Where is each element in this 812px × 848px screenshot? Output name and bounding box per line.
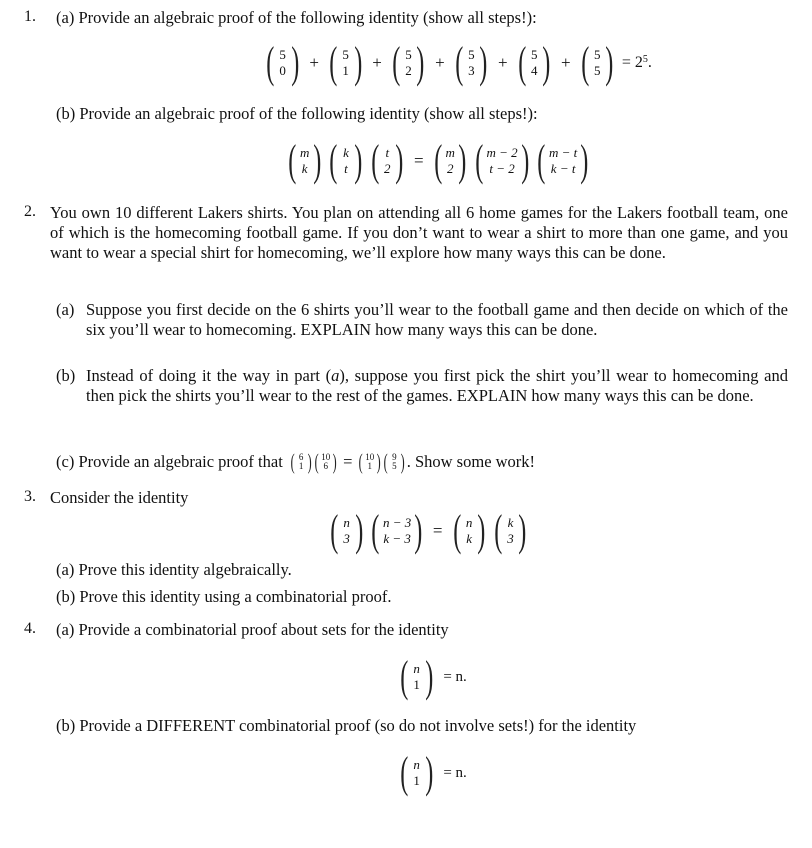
- binom-10-1: ( 10 1 ): [359, 449, 381, 474]
- binom-5-5: ( 5 5 ): [580, 38, 614, 87]
- binom-5-4: ( 5 4 ): [517, 38, 551, 87]
- problem-4a-equation: ( n 1 ) = n.: [396, 650, 467, 704]
- problem-1b-equation: ( m k ) ( k t ) ( t 2 ) = ( m 2 ) ( m − 2 t − 2 ) ( m − t k − t ): [284, 134, 593, 188]
- binom-5-2: ( 5 2 ): [392, 38, 425, 87]
- binom-5-0: ( 5 0 ): [266, 38, 300, 87]
- binom-5-3: ( 5 3 ): [455, 38, 488, 87]
- problem-2b-label: (b): [56, 366, 76, 385]
- binom-k-t: ( k t ): [329, 136, 363, 185]
- problem-2c-equation: ( 6 1 ) ( 10 6 ) = ( 10 1 ) ( 9 5 ): [290, 449, 406, 474]
- binom-n-1: ( n 1 ): [400, 652, 434, 701]
- binom-n-k: ( n k ): [452, 506, 486, 555]
- problem-4b-equation: ( n 1 ) = n.: [396, 746, 467, 800]
- problem-3b-text: (b) Prove this identity using a combinatorial proof.: [56, 587, 392, 606]
- problem-4-number: 4.: [24, 620, 36, 637]
- binom-t-2: ( t 2 ): [370, 136, 404, 185]
- problem-2-intro: You own 10 different Lakers shirts. You plan on attending all 6 home games for the Lakers football team, one of which is the homecoming football game. If you don’t want to wear a shirt to more than one game, and you want to wear a special shirt for homecoming, we’ll explore how many ways this can be done.: [50, 203, 788, 262]
- problem-2b-text: Instead of doing it the way in part (a), suppose you first pick the shirt you’ll wear to homecoming and then pick the shirts you’ll wear to the rest of the games. EXPLAIN how many ways this can be done.: [86, 366, 788, 405]
- problem-3-number: 3.: [24, 488, 36, 505]
- binom-n-3-k-3: ( n − 3 k − 3 ): [371, 506, 423, 555]
- problem-1a-equation: ( 5 0 ) + ( 5 1 ) + ( 5 2 ) + ( 5 3 ) + ( 5 4 ) + ( 5 5 ) = 2 $^5$ .: [262, 36, 652, 90]
- binom-n-1-b: ( n 1 ): [400, 748, 434, 797]
- binom-6-1: ( 6 1 ): [290, 449, 312, 474]
- problem-1b-text: (b) Provide an algebraic proof of the following identity (show all steps!):: [56, 104, 538, 123]
- problem-2-number: 2.: [24, 203, 36, 220]
- binom-k-3: ( k 3 ): [494, 506, 527, 555]
- problem-1-number: 1.: [24, 8, 36, 25]
- problem-4b-text: (b) Provide a DIFFERENT combinatorial proof (so do not involve sets!) for the identity: [56, 716, 637, 735]
- binom-m-t-k-t: ( m − t k − t ): [537, 136, 589, 185]
- binom-5-1: ( 5 1 ): [329, 38, 362, 87]
- problem-2c-text: (c) Provide an algebraic proof that ( 6 1 ) ( 10 6 ) = ( 10 1 ) ( 9 5 ) . Show some work!: [56, 449, 536, 474]
- binom-m-2: ( m 2 ): [433, 136, 467, 185]
- binom-m-k: ( m k ): [288, 136, 322, 185]
- problem-3a-text: (a) Prove this identity algebraically.: [56, 560, 292, 579]
- binom-m-2-t-2: ( m − 2 t − 2 ): [475, 136, 530, 185]
- problem-3-intro: Consider the identity: [50, 488, 189, 507]
- problem-3-equation: ( n 3 ) ( n − 3 k − 3 ) = ( n k ) ( k 3 ): [326, 504, 531, 558]
- problem-2a-text: Suppose you first decide on the 6 shirts you’ll wear to the football game and then decide on which of the six you’ll wear to homecoming. EXPLAIN how many ways this can be done.: [86, 300, 788, 339]
- problem-1a-text: (a) Provide an algebraic proof of the following identity (show all steps!):: [56, 8, 537, 27]
- problem-2a-label: (a): [56, 300, 75, 319]
- binom-10-6: ( 10 6 ): [315, 449, 337, 474]
- binom-n-3: ( n 3 ): [330, 506, 364, 555]
- binom-9-5: ( 9 5 ): [383, 449, 406, 474]
- problem-4a-text: (a) Provide a combinatorial proof about sets for the identity: [56, 620, 449, 639]
